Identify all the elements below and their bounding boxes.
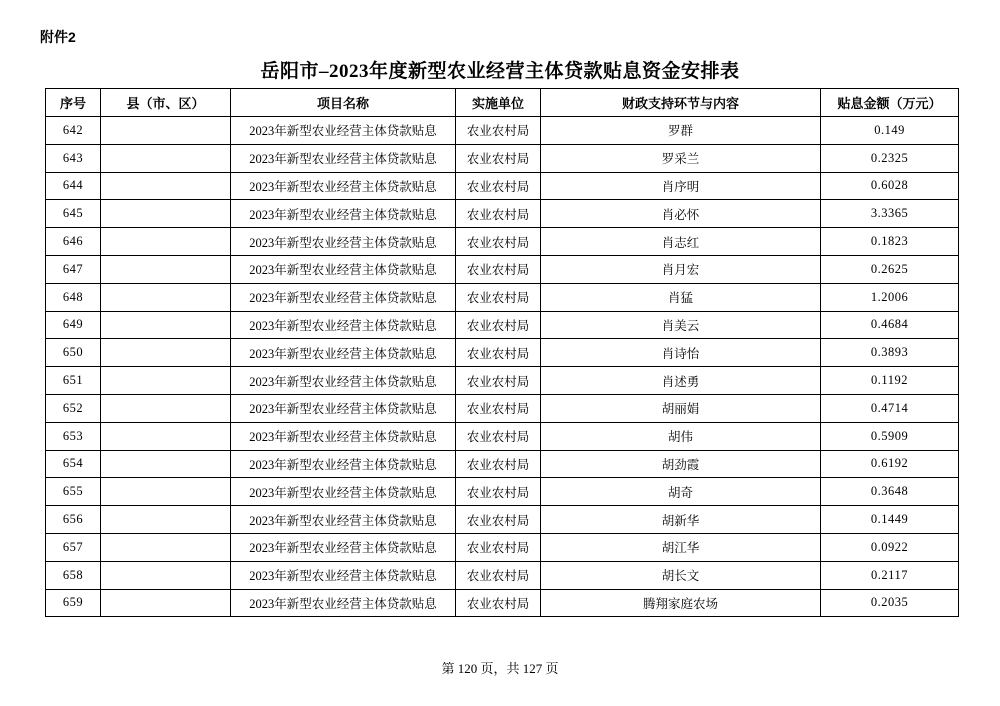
- cell-seq: 656: [46, 506, 101, 534]
- cell-content: 胡奇: [541, 478, 821, 506]
- cell-seq: 655: [46, 478, 101, 506]
- cell-county: [101, 478, 231, 506]
- cell-unit: 农业农村局: [456, 283, 541, 311]
- cell-county: [101, 283, 231, 311]
- cell-unit: 农业农村局: [456, 311, 541, 339]
- cell-project: 2023年新型农业经营主体贷款贴息: [231, 478, 456, 506]
- table-row: [46, 228, 959, 256]
- table-row: [46, 172, 959, 200]
- cell-project: 2023年新型农业经营主体贷款贴息: [231, 144, 456, 172]
- cell-amount: 0.2035: [821, 589, 959, 617]
- cell-county: [101, 506, 231, 534]
- cell-amount: 0.3893: [821, 339, 959, 367]
- cell-content: 罗群: [541, 117, 821, 145]
- cell-unit: 农业农村局: [456, 367, 541, 395]
- cell-project: 2023年新型农业经营主体贷款贴息: [231, 228, 456, 256]
- cell-content: 肖猛: [541, 283, 821, 311]
- table-row: [46, 117, 959, 145]
- cell-seq: 657: [46, 533, 101, 561]
- cell-county: [101, 200, 231, 228]
- cell-amount: 0.4714: [821, 394, 959, 422]
- cell-seq: 649: [46, 311, 101, 339]
- cell-amount: 0.149: [821, 117, 959, 145]
- table-body: [46, 117, 959, 617]
- cell-project: 2023年新型农业经营主体贷款贴息: [231, 200, 456, 228]
- cell-content: 胡长文: [541, 561, 821, 589]
- col-header-seq: 序号: [46, 89, 101, 117]
- cell-seq: 651: [46, 367, 101, 395]
- table-row: [46, 561, 959, 589]
- table-row: [46, 283, 959, 311]
- cell-amount: 0.5909: [821, 422, 959, 450]
- cell-content: 肖序明: [541, 172, 821, 200]
- cell-amount: 0.6028: [821, 172, 959, 200]
- cell-county: [101, 394, 231, 422]
- page-footer: [0, 658, 1000, 677]
- cell-unit: 农业农村局: [456, 589, 541, 617]
- table-row: [46, 478, 959, 506]
- cell-content: 胡伟: [541, 422, 821, 450]
- cell-unit: 农业农村局: [456, 200, 541, 228]
- page-indicator: 第 120 页，共 127 页: [441, 661, 559, 676]
- cell-amount: 0.4684: [821, 311, 959, 339]
- table-header-row: [46, 89, 959, 117]
- cell-seq: 643: [46, 144, 101, 172]
- cell-county: [101, 255, 231, 283]
- cell-project: 2023年新型农业经营主体贷款贴息: [231, 255, 456, 283]
- cell-amount: 0.1192: [821, 367, 959, 395]
- cell-unit: 农业农村局: [456, 533, 541, 561]
- cell-project: 2023年新型农业经营主体贷款贴息: [231, 394, 456, 422]
- cell-amount: 0.1449: [821, 506, 959, 534]
- cell-seq: 659: [46, 589, 101, 617]
- cell-unit: 农业农村局: [456, 478, 541, 506]
- cell-seq: 650: [46, 339, 101, 367]
- cell-project: 2023年新型农业经营主体贷款贴息: [231, 172, 456, 200]
- cell-seq: 647: [46, 255, 101, 283]
- table-row: [46, 144, 959, 172]
- cell-amount: 1.2006: [821, 283, 959, 311]
- cell-project: 2023年新型农业经营主体贷款贴息: [231, 561, 456, 589]
- cell-seq: 645: [46, 200, 101, 228]
- cell-content: 胡新华: [541, 506, 821, 534]
- table-row: [46, 394, 959, 422]
- cell-amount: 0.0922: [821, 533, 959, 561]
- cell-seq: 652: [46, 394, 101, 422]
- cell-unit: 农业农村局: [456, 172, 541, 200]
- table-row: [46, 255, 959, 283]
- cell-content: 肖志红: [541, 228, 821, 256]
- cell-project: 2023年新型农业经营主体贷款贴息: [231, 117, 456, 145]
- cell-project: 2023年新型农业经营主体贷款贴息: [231, 422, 456, 450]
- cell-seq: 658: [46, 561, 101, 589]
- cell-unit: 农业农村局: [456, 506, 541, 534]
- cell-content: 肖述勇: [541, 367, 821, 395]
- cell-county: [101, 339, 231, 367]
- cell-seq: 654: [46, 450, 101, 478]
- cell-project: 2023年新型农业经营主体贷款贴息: [231, 367, 456, 395]
- cell-content: 胡劲霞: [541, 450, 821, 478]
- cell-county: [101, 228, 231, 256]
- cell-county: [101, 422, 231, 450]
- cell-unit: 农业农村局: [456, 228, 541, 256]
- cell-project: 2023年新型农业经营主体贷款贴息: [231, 450, 456, 478]
- col-header-amount: 贴息金额（万元）: [821, 89, 959, 117]
- table-row: [46, 367, 959, 395]
- cell-content: 罗采兰: [541, 144, 821, 172]
- table-row: [46, 506, 959, 534]
- cell-project: 2023年新型农业经营主体贷款贴息: [231, 533, 456, 561]
- cell-seq: 644: [46, 172, 101, 200]
- cell-amount: 3.3365: [821, 200, 959, 228]
- table-row: [46, 339, 959, 367]
- cell-amount: 0.2625: [821, 255, 959, 283]
- cell-unit: 农业农村局: [456, 255, 541, 283]
- cell-county: [101, 367, 231, 395]
- cell-amount: 0.3648: [821, 478, 959, 506]
- cell-unit: 农业农村局: [456, 450, 541, 478]
- cell-seq: 646: [46, 228, 101, 256]
- col-header-project: 项目名称: [231, 89, 456, 117]
- cell-county: [101, 450, 231, 478]
- cell-county: [101, 172, 231, 200]
- cell-seq: 648: [46, 283, 101, 311]
- table-row: [46, 422, 959, 450]
- table-row: [46, 200, 959, 228]
- table-row: [46, 589, 959, 617]
- cell-county: [101, 561, 231, 589]
- col-header-county: 县（市、区）: [101, 89, 231, 117]
- cell-project: 2023年新型农业经营主体贷款贴息: [231, 339, 456, 367]
- cell-amount: 0.1823: [821, 228, 959, 256]
- cell-amount: 0.2325: [821, 144, 959, 172]
- cell-unit: 农业农村局: [456, 117, 541, 145]
- cell-project: 2023年新型农业经营主体贷款贴息: [231, 589, 456, 617]
- cell-county: [101, 589, 231, 617]
- cell-content: 肖必怀: [541, 200, 821, 228]
- cell-county: [101, 533, 231, 561]
- subsidy-table: [45, 88, 959, 617]
- cell-county: [101, 311, 231, 339]
- table-row: [46, 311, 959, 339]
- col-header-content: 财政支持环节与内容: [541, 89, 821, 117]
- cell-amount: 0.6192: [821, 450, 959, 478]
- cell-project: 2023年新型农业经营主体贷款贴息: [231, 283, 456, 311]
- col-header-unit: 实施单位: [456, 89, 541, 117]
- attachment-label: 附件2: [40, 29, 76, 45]
- page-title: 岳阳市–2023年度新型农业经营主体贷款贴息资金安排表: [260, 61, 740, 82]
- cell-unit: 农业农村局: [456, 339, 541, 367]
- table-row: [46, 533, 959, 561]
- cell-content: 肖月宏: [541, 255, 821, 283]
- cell-content: 肖美云: [541, 311, 821, 339]
- cell-seq: 642: [46, 117, 101, 145]
- cell-project: 2023年新型农业经营主体贷款贴息: [231, 506, 456, 534]
- cell-unit: 农业农村局: [456, 144, 541, 172]
- cell-seq: 653: [46, 422, 101, 450]
- cell-content: 胡丽娟: [541, 394, 821, 422]
- cell-project: 2023年新型农业经营主体贷款贴息: [231, 311, 456, 339]
- cell-county: [101, 117, 231, 145]
- cell-content: 胡江华: [541, 533, 821, 561]
- cell-content: 肖诗怡: [541, 339, 821, 367]
- cell-unit: 农业农村局: [456, 422, 541, 450]
- cell-unit: 农业农村局: [456, 561, 541, 589]
- table-row: [46, 450, 959, 478]
- cell-county: [101, 144, 231, 172]
- cell-unit: 农业农村局: [456, 394, 541, 422]
- cell-content: 腾翔家庭农场: [541, 589, 821, 617]
- cell-amount: 0.2117: [821, 561, 959, 589]
